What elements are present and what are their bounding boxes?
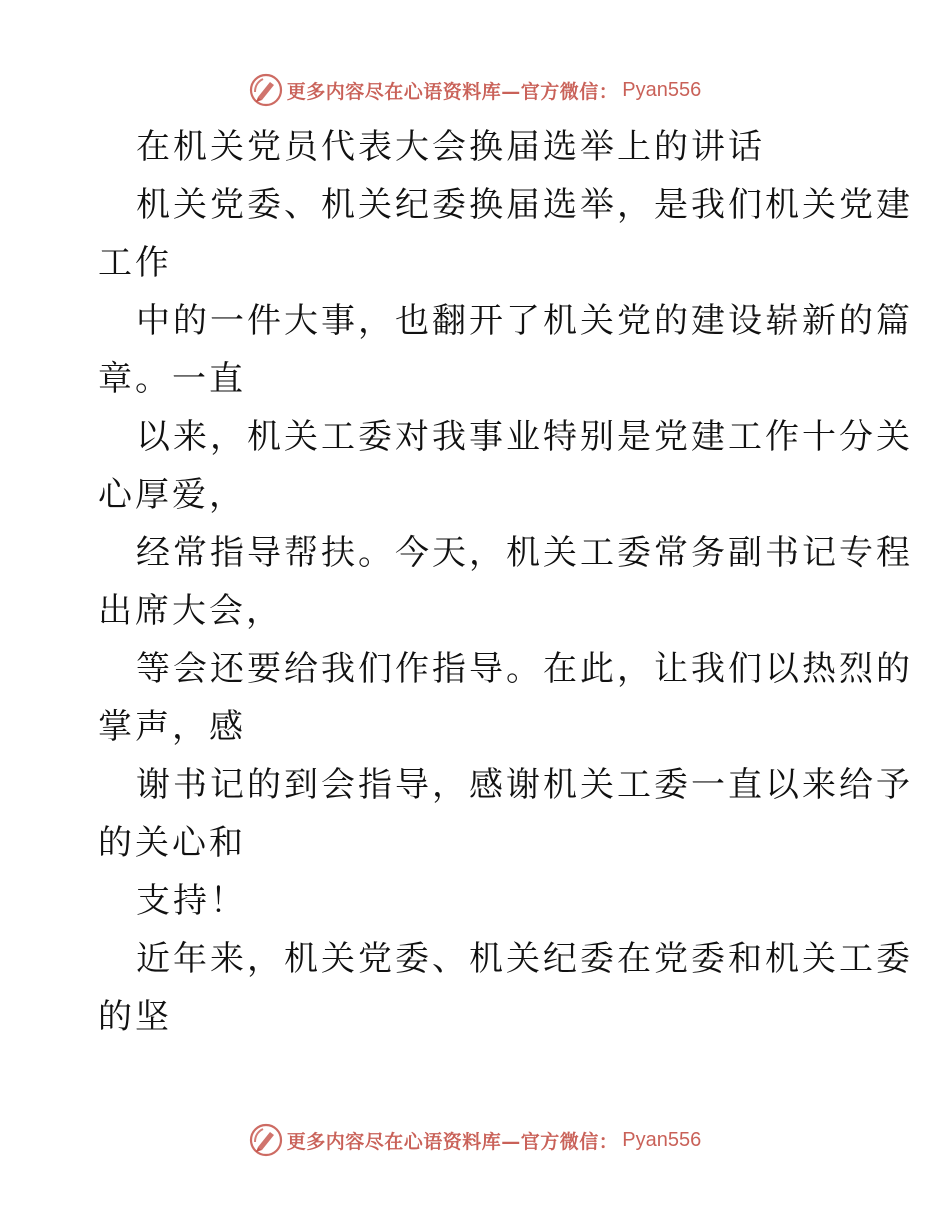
pen-logo-icon: [249, 1123, 283, 1157]
footer-watermark: [0, 1120, 950, 1160]
watermark-text: 更多内容尽在心语资料库—官方微信：: [286, 1130, 619, 1153]
watermark-id: Pyan556: [622, 1128, 702, 1151]
text-line: 章。一直: [98, 359, 246, 399]
document-title: 在机关党员代表大会换届选举上的讲话: [136, 127, 765, 167]
text-line: 近年来，机关党委、机关纪委在党委和机关工委: [136, 939, 913, 979]
text-line: 机关党委、机关纪委换届选举，是我们机关党建: [136, 185, 913, 225]
text-line: 工作: [98, 243, 172, 283]
text-line: 出席大会，: [98, 591, 283, 631]
header-watermark: [0, 70, 950, 110]
text-line: 支持！: [136, 881, 247, 921]
text-line: 经常指导帮扶。今天，机关工委常务副书记专程: [136, 533, 913, 573]
text-line: 等会还要给我们作指导。在此，让我们以热烈的: [136, 649, 913, 689]
text-line: 谢书记的到会指导，感谢机关工委一直以来给予: [136, 765, 913, 805]
text-line: 的坚: [98, 997, 172, 1037]
text-line: 中的一件大事，也翻开了机关党的建设崭新的篇: [136, 301, 913, 341]
text-line: 心厚爱，: [98, 475, 246, 515]
text-line: 以来，机关工委对我事业特别是党建工作十分关: [136, 417, 913, 457]
pen-logo-icon: [249, 73, 283, 107]
text-line: 的关心和: [98, 823, 246, 863]
document-body: [98, 118, 913, 1046]
watermark-text: 更多内容尽在心语资料库—官方微信：: [286, 80, 619, 103]
watermark-id: Pyan556: [622, 78, 702, 101]
text-line: 掌声，感: [98, 707, 246, 747]
